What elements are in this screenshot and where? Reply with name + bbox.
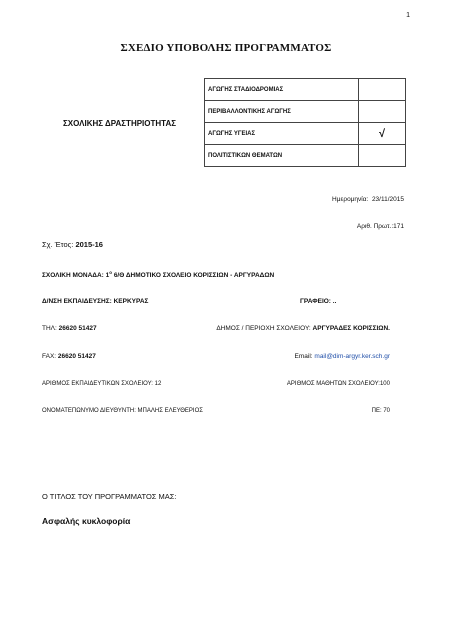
municipality-label: ΔΗΜΟΣ / ΠΕΡΙΟΧΗ ΣΧΟΛΕΙΟΥ: bbox=[216, 325, 311, 332]
date-line bbox=[332, 196, 404, 203]
fax bbox=[42, 353, 96, 360]
director-name: ΟΝΟΜΑΤΕΠΩΝΥΜΟ ΔΙΕΥΘΥΝΤΗ: ΜΠΑΛΗΣ ΕΛΕΥΘΕΡΙΟΣ bbox=[42, 408, 203, 414]
program-type-label: ΠΕΡΙΒΑΛΛΟΝΤΙΚΗΣ ΑΓΩΓΗΣ bbox=[205, 101, 359, 123]
office: ΓΡΑΦΕΙΟ: .. bbox=[300, 298, 337, 305]
fax-value: 26620 51427 bbox=[57, 353, 96, 360]
fax-label: FAX: bbox=[42, 353, 57, 360]
school-unit-suffix: 6/Θ ΔΗΜΟΤΙΚΟ ΣΧΟΛΕΙΟ ΚΟΡΙΣΣΙΩΝ - ΑΡΓΥΡΑΔΩΝ bbox=[112, 272, 275, 280]
teachers-count: ΑΡΙΘΜΟΣ ΕΚΠΑΙΔΕΥΤΙΚΩΝ ΣΧΟΛΕΙΟΥ: 12 bbox=[42, 381, 162, 387]
school-year bbox=[42, 240, 103, 249]
municipality bbox=[216, 325, 390, 332]
activity-label: ΣΧΟΛΙΚΗΣ ΔΡΑΣΤΗΡΙΟΤΗΤΑΣ bbox=[63, 119, 177, 128]
program-type-label: ΑΓΩΓΗΣ ΥΓΕΙΑΣ bbox=[205, 123, 359, 145]
page-number: 1 bbox=[406, 12, 410, 19]
protocol-number: Αριθ. Πρωτ.:171 bbox=[356, 223, 404, 230]
program-type-row bbox=[205, 145, 406, 167]
school-unit-sup: ο bbox=[109, 270, 113, 275]
program-type-table bbox=[204, 78, 406, 167]
date-value: 23/11/2015 bbox=[371, 196, 404, 203]
document-title: ΣΧΕΔΙΟ ΥΠΟΒΟΛΗΣ ΠΡΟΓΡΑΜΜΑΤΟΣ bbox=[120, 42, 332, 54]
pe-specialty: ΠΕ: 70 bbox=[371, 408, 390, 414]
program-type-label: ΑΓΩΓΗΣ ΣΤΑΔΙΟΔΡΟΜΙΑΣ bbox=[205, 79, 359, 101]
email-label: Email: bbox=[294, 353, 313, 360]
program-type-row bbox=[205, 101, 406, 123]
school-unit bbox=[42, 270, 274, 279]
email bbox=[295, 353, 390, 360]
directorate: Δ/ΝΣΗ ΕΚΠΑΙΔΕΥΣΗΣ: ΚΕΡΚΥΡΑΣ bbox=[42, 298, 149, 305]
email-link[interactable]: mail@dim-argyr.ker.sch.gr bbox=[314, 353, 390, 360]
date-label: Ημερομηνία: bbox=[332, 196, 369, 203]
phone-label: ΤΗΛ: bbox=[42, 325, 57, 332]
program-type-check bbox=[359, 101, 406, 123]
program-type-row bbox=[205, 123, 406, 145]
checkmark-icon: √ bbox=[359, 123, 406, 145]
program-type-label: ΠΟΛΙΤΙΣΤΙΚΩΝ ΘΕΜΑΤΩΝ bbox=[205, 145, 359, 167]
phone-value: 26620 51427 bbox=[58, 325, 97, 332]
school-year-label: Σχ. Έτος: bbox=[42, 240, 74, 249]
students-count: ΑΡΙΘΜΟΣ ΜΑΘΗΤΩΝ ΣΧΟΛΕΙΟΥ:100 bbox=[286, 381, 390, 387]
program-type-row bbox=[205, 79, 406, 101]
municipality-value: ΑΡΓΥΡΑΔΕΣ ΚΟΡΙΣΣΙΩΝ. bbox=[312, 325, 390, 332]
program-title: Ασφαλής κυκλοφορία bbox=[42, 516, 131, 526]
program-title-label: Ο ΤΙΤΛΟΣ ΤΟΥ ΠΡΟΓΡΑΜΜΑΤΟΣ ΜΑΣ: bbox=[42, 492, 177, 501]
school-unit-prefix: ΣΧΟΛΙΚΗ ΜΟΝΑΔΑ: 1 bbox=[42, 272, 110, 280]
phone bbox=[42, 325, 97, 332]
program-type-check bbox=[359, 79, 406, 101]
program-type-check bbox=[359, 145, 406, 167]
school-year-value: 2015-16 bbox=[75, 240, 103, 249]
